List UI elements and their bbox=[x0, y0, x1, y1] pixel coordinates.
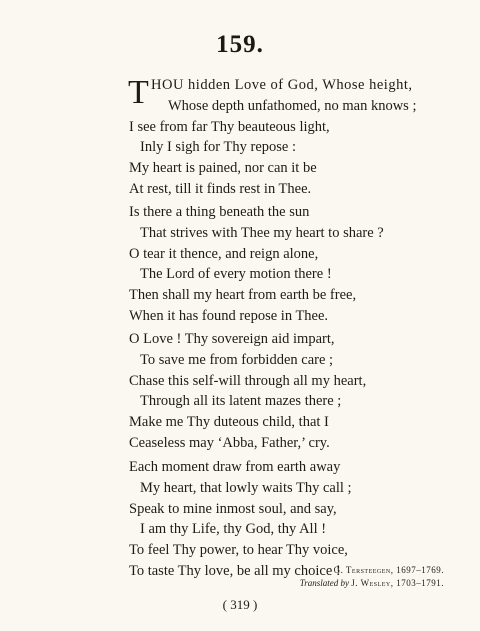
stanza-1-line-2: Whose depth unfathomed, no man knows ; bbox=[168, 97, 417, 114]
translator-name: J. Wesley, 1703–1791. bbox=[351, 578, 444, 588]
stanza-2-line-6: When it has found repose in Thee. bbox=[129, 307, 329, 324]
stanza-2-line-2: That strives with Thee my heart to share ? bbox=[140, 224, 384, 241]
attribution bbox=[144, 564, 444, 590]
stanza-1-line-3: I see from far Thy beauteous light, bbox=[129, 118, 330, 135]
stanza-4-line-4: I am thy Life, thy God, thy All ! bbox=[140, 521, 327, 538]
stanza-3-line-4: Through all its latent mazes there ; bbox=[140, 393, 342, 410]
stanza-1-line-1 bbox=[129, 75, 429, 96]
stanza-2-line-5: Then shall my heart from earth be free, bbox=[129, 287, 357, 304]
drop-cap: T bbox=[128, 74, 149, 111]
stanza-3-line-5: Make me Thy duteous child, that I bbox=[129, 414, 329, 431]
stanza-1-line-1-text: HOU hidden Love of God, Whose height, bbox=[151, 77, 413, 93]
stanza-2-line-4: The Lord of every motion there ! bbox=[140, 266, 332, 283]
stanza-3-line-3: Chase this self-will through all my heart, bbox=[129, 372, 367, 389]
stanza-3-line-6: Ceaseless may ‘Abba, Father,’ cry. bbox=[129, 434, 330, 451]
stanza-3-line-2: To save me from forbidden care ; bbox=[140, 351, 334, 368]
stanza-4-line-1: Each moment draw from earth away bbox=[129, 459, 341, 475]
author-credit bbox=[144, 564, 444, 577]
stanza-4-line-5: To feel Thy power, to hear Thy voice, bbox=[129, 542, 348, 559]
stanza-1-line-4: Inly I sigh for Thy repose : bbox=[140, 139, 296, 156]
hymn-number: 159. bbox=[216, 31, 264, 58]
stanza-4-line-6: To taste Thy love, be all my choice ! bbox=[129, 562, 341, 579]
stanza-3-line-1: O Love ! Thy sovereign aid impart, bbox=[129, 331, 335, 347]
translated-by-label: Translated by bbox=[299, 578, 349, 588]
translator-credit bbox=[144, 577, 444, 590]
stanza-4-line-2: My heart, that lowly waits Thy call ; bbox=[140, 479, 352, 496]
page-number: ( 319 ) bbox=[222, 597, 258, 612]
stanza-2 bbox=[129, 202, 429, 327]
stanza-2-line-3: O tear it thence, and reign alone, bbox=[129, 245, 319, 262]
stanza-2-line-1: Is there a thing beneath the sun bbox=[129, 204, 310, 220]
stanza-3 bbox=[129, 329, 429, 454]
stanza-1-line-6: At rest, till it finds rest in Thee. bbox=[129, 180, 312, 197]
stanza-1-line-5: My heart is pained, nor can it be bbox=[129, 160, 317, 177]
stanza-1 bbox=[129, 75, 429, 200]
author-name: G. Tersteegen, 1697–1769. bbox=[333, 565, 444, 575]
stanza-4-line-3: Speak to mine inmost soul, and say, bbox=[129, 500, 337, 517]
